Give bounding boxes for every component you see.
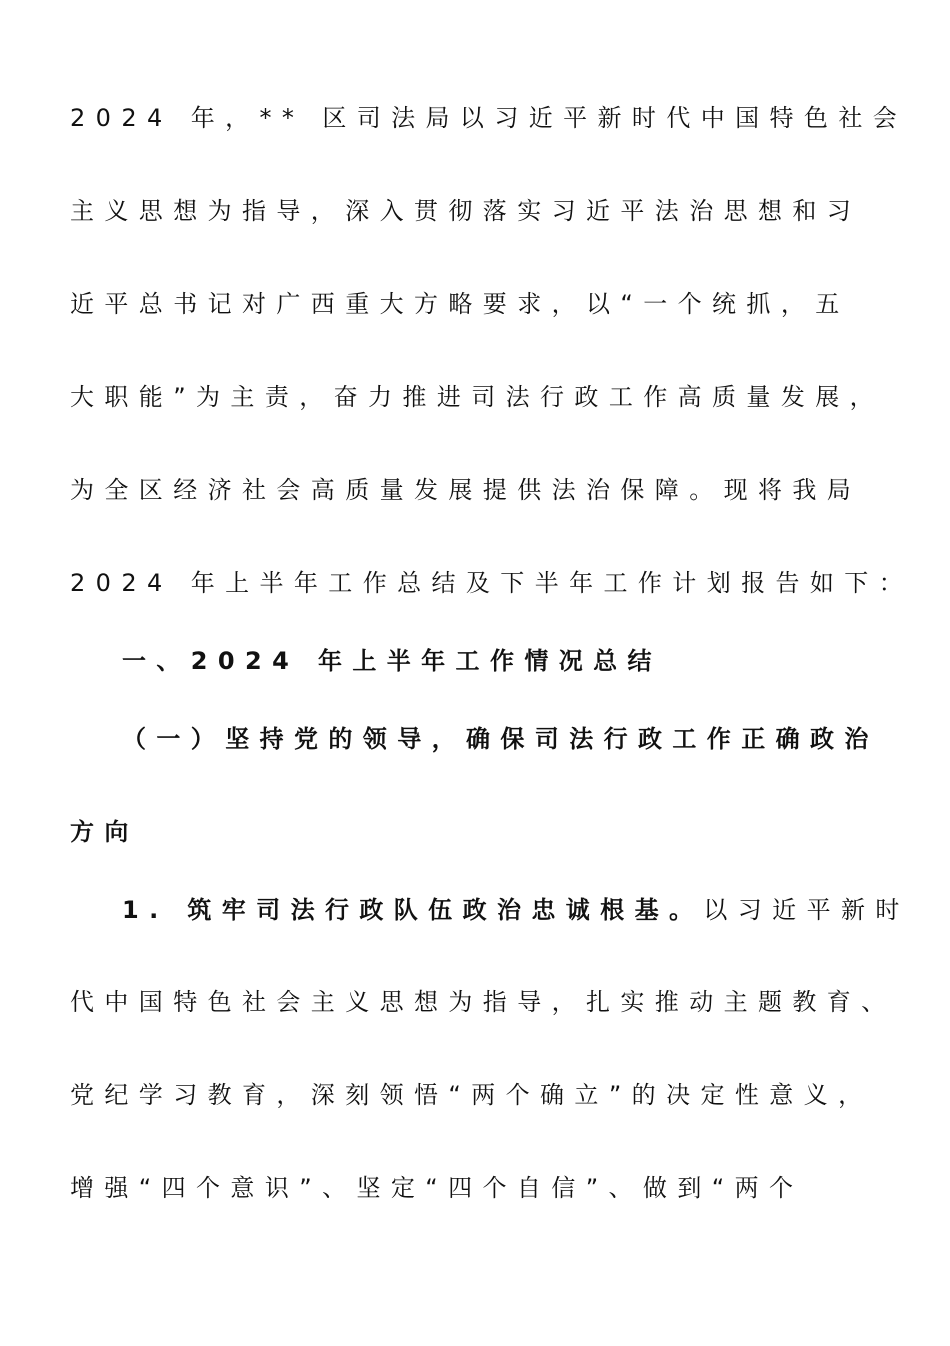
subsection-heading: （一）坚持党的领导，确保司法行政工作正确政治 bbox=[122, 725, 879, 753]
paragraph-line: 近平总书记对广西重大方略要求，以“一个统抓，五 bbox=[70, 290, 850, 318]
paragraph-line: 代中国特色社会主义思想为指导，扎实推动主题教育、 bbox=[70, 988, 896, 1016]
paragraph-line: 2024 年上半年工作总结及下半年工作计划报告如下： bbox=[70, 569, 914, 597]
paragraph-line: 为全区经济社会高质量发展提供法治保障。现将我局 bbox=[70, 476, 862, 504]
paragraph-line: 主义思想为指导，深入贯彻落实习近平法治思想和习 bbox=[70, 197, 862, 225]
paragraph-line: 增强“四个意识”、坚定“四个自信”、做到“两个 bbox=[70, 1174, 804, 1202]
paragraph-line: 党纪学习教育，深刻领悟“两个确立”的决定性意义， bbox=[70, 1081, 873, 1109]
item-text: 以习近平新时 bbox=[703, 896, 910, 924]
paragraph-line: 2024 年，** 区司法局以习近平新时代中国特色社会 bbox=[70, 104, 908, 132]
subsection-heading-continued: 方向 bbox=[70, 818, 139, 846]
paragraph-line: 大职能”为主责，奋力推进司法行政工作高质量发展， bbox=[70, 383, 885, 411]
item-paragraph-line bbox=[122, 894, 932, 926]
section-heading: 一、2024 年上半年工作情况总结 bbox=[122, 647, 662, 675]
item-title: 1. 筑牢司法行政队伍政治忠诚根基。 bbox=[122, 896, 704, 924]
